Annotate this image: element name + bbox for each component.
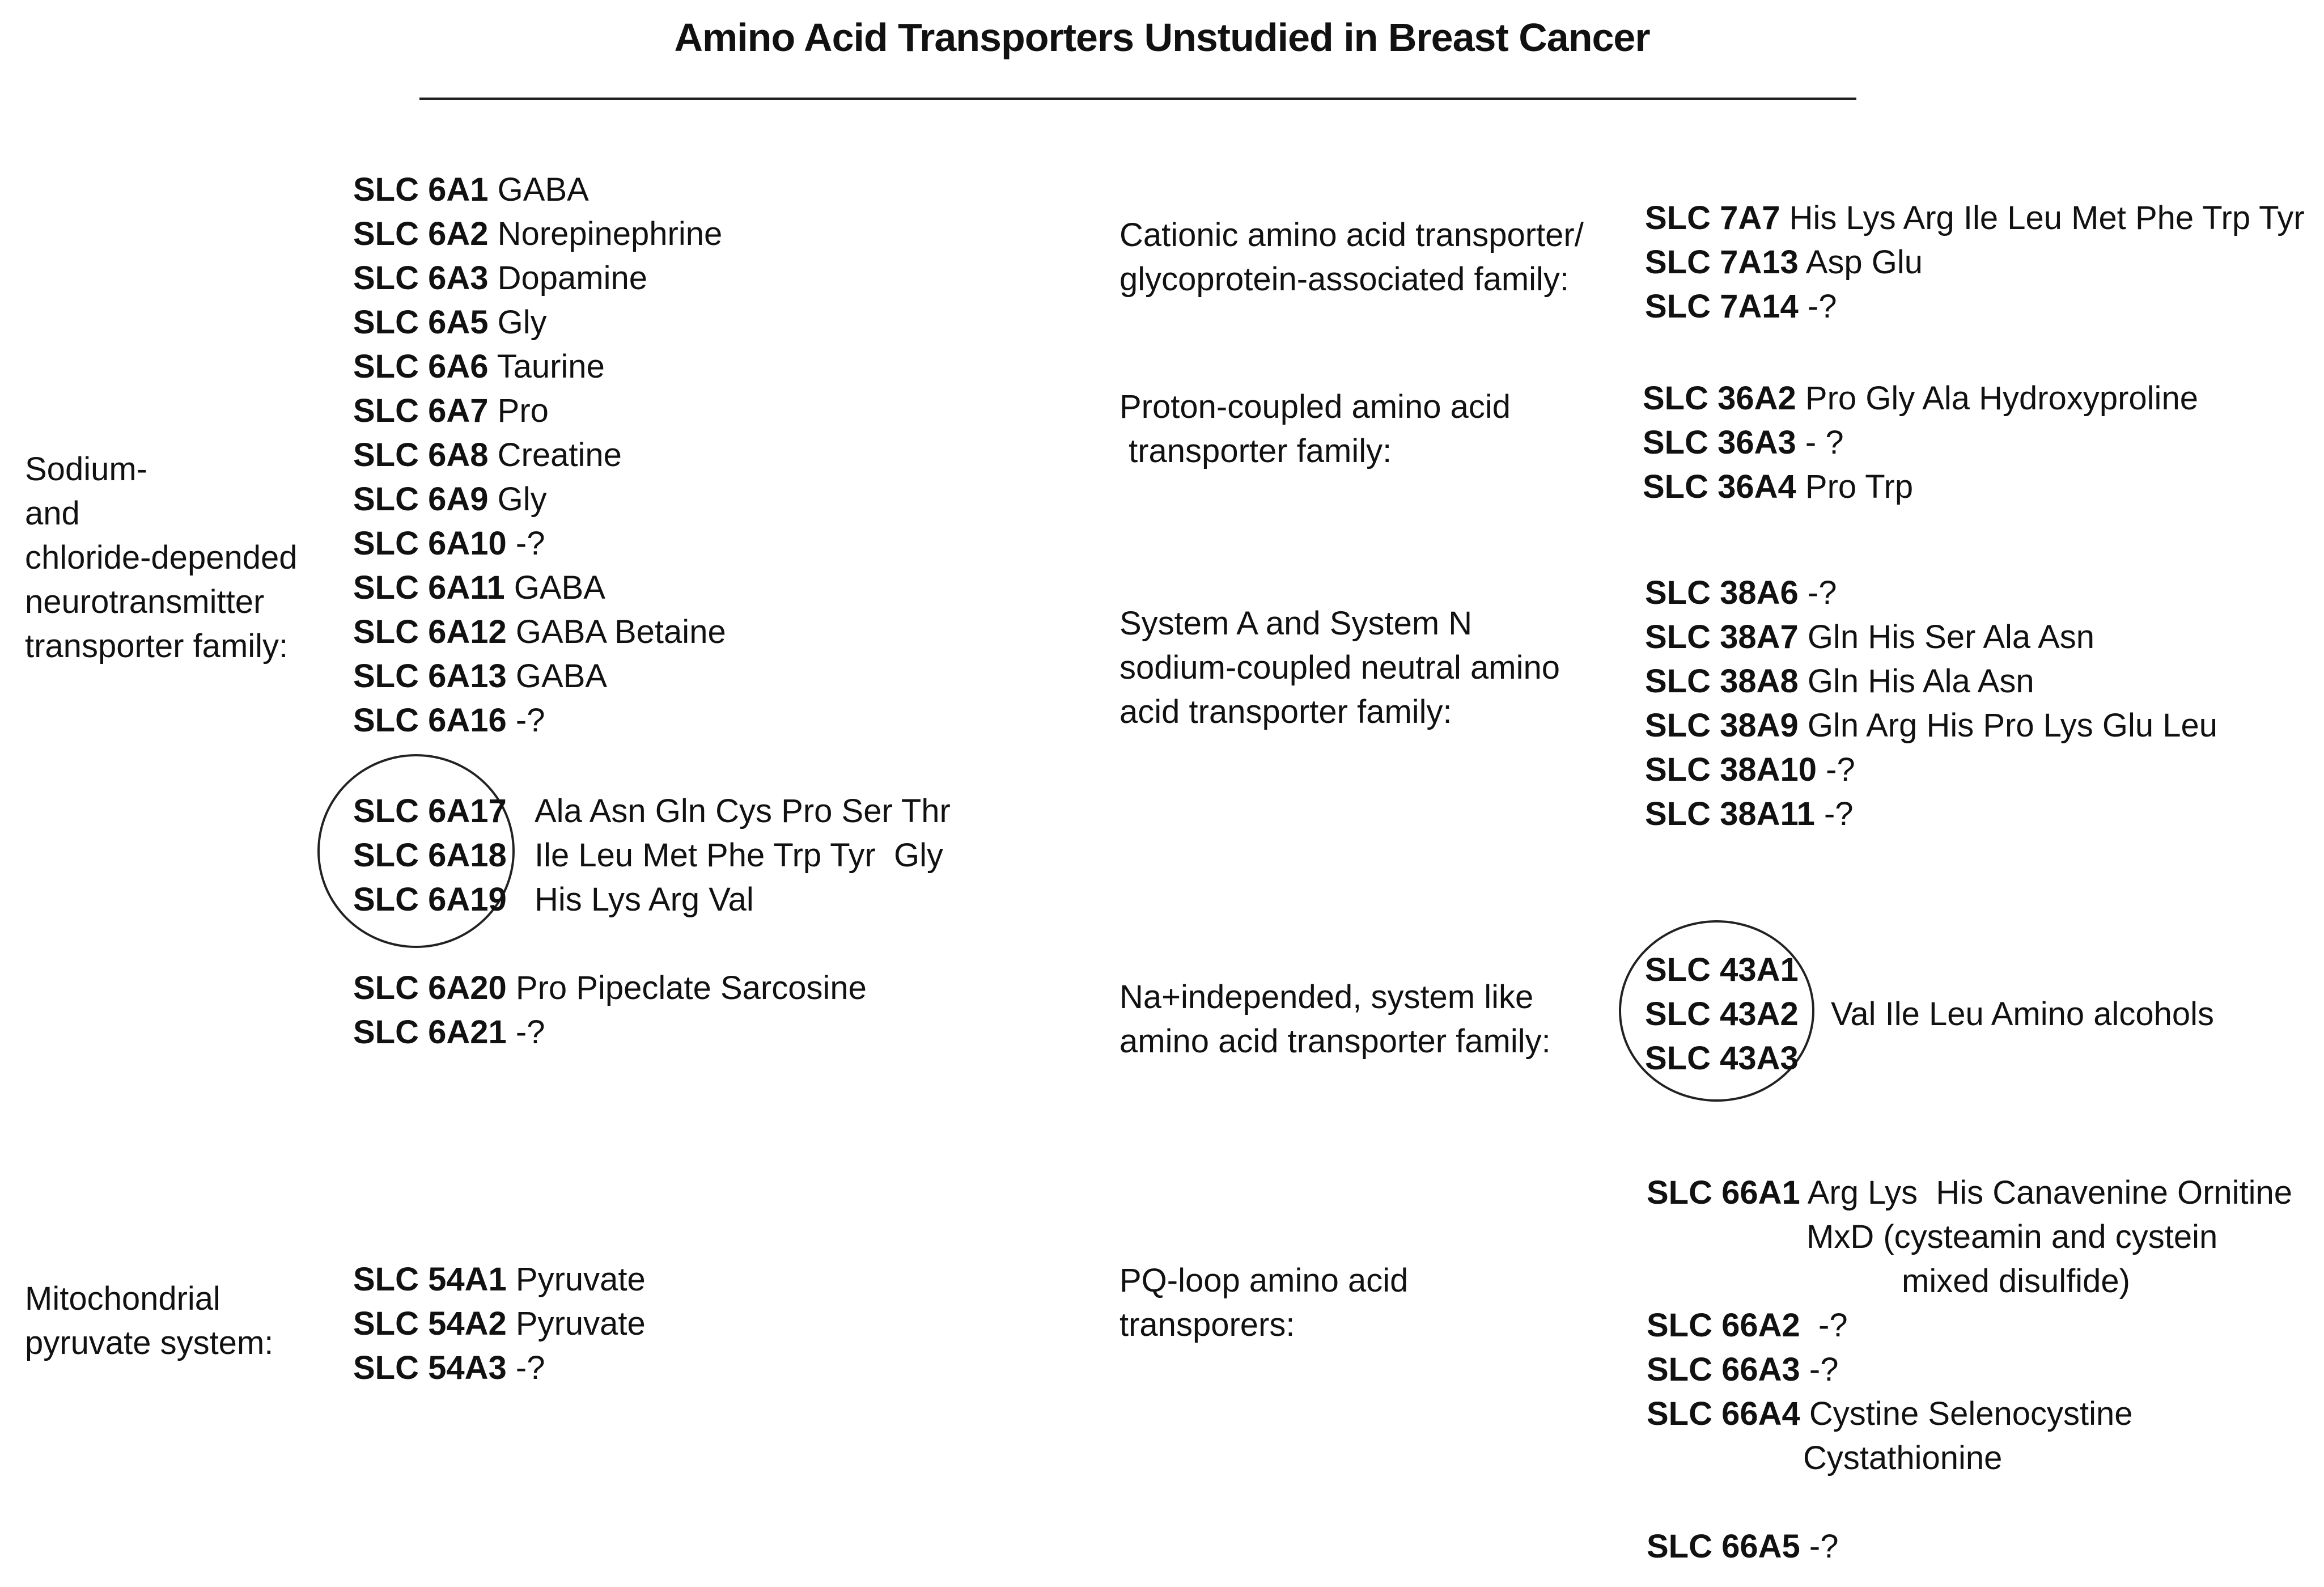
family-line: Cationic amino acid transporter/: [1119, 217, 1584, 253]
family-mitochondrial: [25, 1277, 273, 1365]
transporter-code: SLC 38A6: [1645, 574, 1799, 611]
transporter-row: [353, 966, 867, 1010]
transporter-row: [353, 477, 726, 522]
family-sodium-chloride: [25, 447, 297, 668]
transporter-code: SLC 54A2: [353, 1305, 507, 1342]
transporter-row: [353, 389, 726, 433]
substrate: GABA: [515, 658, 608, 695]
transporter-code: SLC 66A2: [1647, 1307, 1800, 1344]
slc6-list: [353, 168, 726, 743]
substrate-continuation: Cystathionine: [1803, 1440, 2003, 1476]
transporter-code: SLC 6A7: [353, 392, 489, 429]
slc7-list: [1645, 196, 2305, 329]
transporter-code: SLC 6A19: [353, 881, 507, 918]
transporter-code: SLC 43A3: [1645, 1040, 1799, 1077]
family-line: Sodium-: [25, 451, 147, 488]
family-line: Mitochondrial: [25, 1280, 220, 1317]
transporter-code: SLC 6A20: [353, 970, 507, 1006]
family-na-independent: [1119, 975, 1551, 1064]
substrate: Pyruvate: [515, 1261, 646, 1298]
transporter-code: SLC 7A14: [1645, 288, 1799, 325]
family-line: transporers:: [1119, 1306, 1295, 1343]
transporter-row: [353, 1258, 646, 1302]
substrate: -?: [1809, 1528, 1839, 1565]
family-line: acid transporter family:: [1119, 693, 1452, 730]
substrate: Pro Pipeclate Sarcosine: [515, 970, 867, 1006]
slc36-list: [1643, 376, 2198, 509]
transporter-row: [353, 256, 726, 301]
transporter-code: SLC 6A13: [353, 658, 507, 695]
substrate: - ?: [1805, 424, 1844, 461]
substrate: Norepinephrine: [497, 215, 723, 252]
substrate: -?: [1807, 574, 1837, 611]
transporter-row: [1647, 1171, 2292, 1215]
transporter-code: SLC 6A9: [353, 481, 489, 518]
transporter-row: [353, 345, 726, 389]
substrate: -?: [515, 525, 545, 562]
transporter-row: [1643, 376, 2198, 421]
transporter-code: SLC 54A3: [353, 1349, 507, 1386]
family-line: glycoprotein-associated family:: [1119, 261, 1570, 298]
substrate: -?: [515, 1349, 545, 1386]
transporter-code: SLC 43A1: [1645, 951, 1799, 988]
family-line: pyruvate system:: [25, 1324, 274, 1361]
transporter-code: SLC 38A11: [1645, 795, 1815, 832]
transporter-row: [1647, 1304, 2292, 1348]
family-line: Proton-coupled amino acid: [1119, 388, 1511, 425]
substrate: His Lys Arg Val: [535, 881, 754, 918]
substrate: Asp Glu: [1805, 244, 1923, 281]
transporter-row: [353, 699, 726, 743]
substrate: Gln Arg His Pro Lys Glu Leu: [1807, 707, 2218, 744]
spacer: [1647, 1480, 2292, 1525]
transporter-code: SLC 6A17: [353, 793, 507, 830]
family-line: Na+independed, system like: [1119, 979, 1534, 1015]
substrate: Pro Trp: [1805, 468, 1914, 505]
transporter-code: SLC 38A8: [1645, 663, 1799, 700]
family-line: transporter family:: [25, 628, 289, 665]
transporter-row: [353, 212, 726, 256]
substrate-continuation: mixed disulfide): [1902, 1263, 2130, 1300]
transporter-code: SLC 66A5: [1647, 1528, 1800, 1565]
transporter-row: [353, 301, 726, 345]
transporter-code: SLC 6A3: [353, 260, 489, 297]
transporter-code: SLC 36A4: [1643, 468, 1796, 505]
transporter-code: SLC 66A4: [1647, 1395, 1800, 1432]
transporter-row: [353, 522, 726, 566]
substrate: Ile Leu Met Phe Trp Tyr Gly: [535, 837, 944, 874]
substrate: Gln His Ala Asn: [1807, 663, 2034, 700]
transporter-row: [353, 168, 726, 212]
substrate: -?: [515, 1014, 545, 1051]
transporter-code: SLC 6A1: [353, 171, 489, 208]
family-cationic: [1119, 213, 1584, 302]
substrate: His Lys Arg Ile Leu Met Phe Trp Tyr: [1789, 200, 2305, 236]
transporter-code: SLC 38A9: [1645, 707, 1799, 744]
substrate: -?: [1826, 751, 1855, 788]
substrate: -?: [1809, 1351, 1839, 1388]
family-line: sodium-coupled neutral amino: [1119, 649, 1560, 686]
substrate: Pyruvate: [515, 1305, 646, 1342]
substrate: Gly: [497, 304, 547, 341]
transporter-code: SLC 6A16: [353, 702, 507, 739]
transporter-row: [1647, 1525, 2292, 1569]
transporter-row: [1645, 285, 2305, 329]
slc54-list: [353, 1258, 646, 1390]
transporter-code: SLC 54A1: [353, 1261, 507, 1298]
slc6-group-codes: [353, 789, 507, 922]
transporter-row: [353, 610, 726, 654]
substrate: -?: [515, 702, 545, 739]
transporter-row: [1647, 1348, 2292, 1392]
transporter-code: SLC 6A2: [353, 215, 489, 252]
slc6-group-substrates: [535, 789, 951, 922]
transporter-code: SLC 7A13: [1645, 244, 1799, 281]
family-line: chloride-depended: [25, 539, 298, 576]
substrate: Gly: [497, 481, 547, 518]
transporter-row: [353, 433, 726, 477]
transporter-row: [353, 1302, 646, 1346]
transporter-row: [1643, 465, 2198, 509]
slc66-list: [1647, 1171, 2292, 1569]
transporter-code: SLC 66A1: [1647, 1174, 1800, 1211]
transporter-row: [1645, 704, 2217, 748]
family-line: and: [25, 495, 80, 532]
transporter-row: [1643, 421, 2198, 465]
slc43-group-substrate: Val Ile Leu Amino alcohols: [1831, 996, 2215, 1032]
transporter-row: [1647, 1392, 2292, 1436]
transporter-row: [1645, 571, 2217, 615]
transporter-code: SLC 6A6: [353, 348, 489, 385]
slc38-list: [1645, 571, 2217, 836]
substrate: GABA Betaine: [515, 613, 726, 650]
family-proton-coupled: [1119, 385, 1511, 473]
transporter-row: [1645, 659, 2217, 704]
substrate: Arg Lys His Canavenine Ornitine: [1807, 1174, 2293, 1211]
slc6-tail-list: [353, 966, 867, 1055]
substrate: Pro: [497, 392, 549, 429]
transporter-code: SLC 6A5: [353, 304, 489, 341]
transporter-row: [353, 566, 726, 610]
transporter-code: SLC 6A21: [353, 1014, 507, 1051]
substrate: Creatine: [497, 437, 622, 473]
transporter-code: SLC 36A2: [1643, 380, 1796, 417]
transporter-row: [1645, 240, 2305, 285]
family-system-a-n: [1119, 602, 1560, 734]
substrate: -?: [1807, 288, 1837, 325]
substrate: GABA: [514, 569, 605, 606]
diagram-title: Amino Acid Transporters Unstudied in Breast Cancer: [674, 15, 1650, 60]
family-line: System A and System N: [1119, 605, 1473, 642]
transporter-row: [1645, 196, 2305, 240]
transporter-code: SLC 38A7: [1645, 619, 1799, 655]
transporter-code: SLC 38A10: [1645, 751, 1817, 788]
substrate: -?: [1809, 1307, 1848, 1344]
transporter-code: SLC 6A8: [353, 437, 489, 473]
transporter-row: [353, 654, 726, 699]
transporter-code: SLC 66A3: [1647, 1351, 1800, 1388]
substrate: Pro Gly Ala Hydroxyproline: [1805, 380, 2198, 417]
substrate: Gln His Ser Ala Asn: [1807, 619, 2095, 655]
substrate: Taurine: [497, 348, 605, 385]
transporter-code: SLC 6A11: [353, 569, 505, 606]
substrate: Cystine Selenocystine: [1809, 1395, 2133, 1432]
transporter-row: [1645, 615, 2217, 659]
transporter-code: SLC 6A12: [353, 613, 507, 650]
family-line: amino acid transporter family:: [1119, 1023, 1551, 1060]
transporter-row: [1645, 748, 2217, 792]
transporter-code: SLC 7A7: [1645, 200, 1780, 236]
family-line: transporter family:: [1119, 433, 1392, 469]
substrate: Dopamine: [497, 260, 648, 297]
substrate: -?: [1823, 795, 1854, 832]
transporter-code: SLC 43A2: [1645, 996, 1799, 1032]
transporter-code: SLC 6A18: [353, 837, 507, 874]
family-line: neurotransmitter: [25, 583, 265, 620]
transporter-code: SLC 6A10: [353, 525, 507, 562]
transporter-row: [353, 1010, 867, 1055]
slc43-group-codes: [1645, 948, 1799, 1081]
transporter-code: SLC 36A3: [1643, 424, 1796, 461]
transporter-row: [1645, 792, 2217, 836]
transporter-row: [353, 1346, 646, 1390]
family-pq-loop: [1119, 1259, 1408, 1347]
family-line: PQ-loop amino acid: [1119, 1262, 1409, 1299]
substrate: GABA: [497, 171, 589, 208]
substrate: Ala Asn Gln Cys Pro Ser Thr: [535, 793, 951, 830]
title-underline: [419, 98, 1856, 100]
substrate-continuation: MxD (cysteamin and cystein: [1806, 1218, 2218, 1255]
